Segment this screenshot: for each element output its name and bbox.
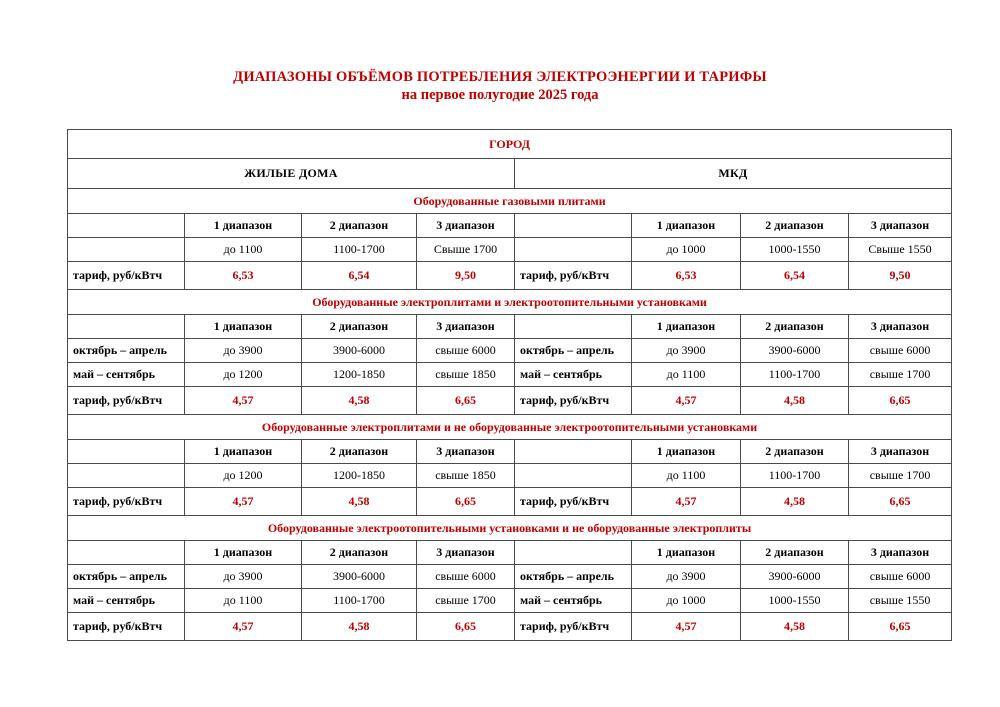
- range-value: до 1200: [185, 464, 302, 488]
- range-value: 1100-1700: [741, 464, 849, 488]
- tariff-row: [68, 613, 952, 641]
- range-value: до 1100: [632, 363, 741, 387]
- section-title: Оборудованные электроплитами и электроотопительными установками: [68, 290, 952, 315]
- range-value: свыше 1850: [417, 363, 515, 387]
- season-oct-apr-row: [68, 339, 952, 363]
- season-may-sep-row: [68, 589, 952, 613]
- range-header: 1 диапазон: [632, 541, 741, 565]
- empty-cell: [515, 440, 632, 464]
- range-value: 1100-1700: [741, 363, 849, 387]
- city-header: ГОРОД: [68, 130, 952, 159]
- tariff-value: 6,54: [741, 262, 849, 290]
- tariff-value: 6,65: [417, 613, 515, 641]
- range-value: 1200-1850: [302, 464, 417, 488]
- tariff-value: 4,58: [741, 387, 849, 415]
- range-value: до 1100: [632, 464, 741, 488]
- tariff-label: тариф, руб/кВтч: [515, 488, 632, 516]
- range-value: до 3900: [185, 565, 302, 589]
- range-header: 1 диапазон: [185, 214, 302, 238]
- tariff-value: 4,57: [185, 488, 302, 516]
- tariff-value: 6,53: [185, 262, 302, 290]
- tariff-label: тариф, руб/кВтч: [515, 262, 632, 290]
- range-header-row: [68, 541, 952, 565]
- season-oct-apr-label: октябрь – апрель: [515, 565, 632, 589]
- range-value: Свыше 1550: [849, 238, 952, 262]
- tariff-row: [68, 262, 952, 290]
- section-title: Оборудованные электроотопительными установками и не оборудованные электроплиты: [68, 516, 952, 541]
- range-value: 1000-1550: [741, 238, 849, 262]
- tariff-value: 6,65: [417, 387, 515, 415]
- range-header-row: [68, 440, 952, 464]
- range-header: 3 диапазон: [417, 214, 515, 238]
- tariff-value: 4,58: [302, 488, 417, 516]
- range-value: до 1000: [632, 238, 741, 262]
- range-value: свыше 1550: [849, 589, 952, 613]
- empty-cell: [515, 315, 632, 339]
- range-header: 2 диапазон: [302, 214, 417, 238]
- tariff-value: 4,58: [741, 488, 849, 516]
- season-may-sep-row: [68, 363, 952, 387]
- empty-cell: [68, 464, 185, 488]
- tariff-value: 4,57: [632, 387, 741, 415]
- range-value: 1000-1550: [741, 589, 849, 613]
- section-title: Оборудованные газовыми плитами: [68, 189, 952, 214]
- tariff-value: 6,65: [849, 488, 952, 516]
- tariff-value: 6,65: [417, 488, 515, 516]
- range-value: до 1000: [632, 589, 741, 613]
- range-value: 1100-1700: [302, 589, 417, 613]
- tariff-value: 4,58: [302, 387, 417, 415]
- range-header: 2 диапазон: [741, 315, 849, 339]
- tariff-label: тариф, руб/кВтч: [68, 387, 185, 415]
- section-title-row: [68, 516, 952, 541]
- range-header-row: [68, 315, 952, 339]
- empty-cell: [68, 238, 185, 262]
- range-header: 2 диапазон: [302, 541, 417, 565]
- tariff-label: тариф, руб/кВтч: [68, 613, 185, 641]
- tariff-value: 4,57: [632, 488, 741, 516]
- range-header: 3 диапазон: [849, 214, 952, 238]
- tariff-label: тариф, руб/кВтч: [515, 387, 632, 415]
- range-value: свыше 6000: [417, 565, 515, 589]
- range-header: 1 диапазон: [185, 440, 302, 464]
- range-header: 3 диапазон: [417, 440, 515, 464]
- season-oct-apr-row: [68, 565, 952, 589]
- range-value: свыше 1700: [849, 464, 952, 488]
- section-title-row: [68, 290, 952, 315]
- range-value: до 1100: [185, 589, 302, 613]
- range-header: 1 диапазон: [632, 214, 741, 238]
- range-header: 3 диапазон: [417, 541, 515, 565]
- season-oct-apr-label: октябрь – апрель: [68, 339, 185, 363]
- range-value: 3900-6000: [302, 339, 417, 363]
- empty-cell: [68, 440, 185, 464]
- tariff-value: 4,57: [185, 613, 302, 641]
- range-value: 1200-1850: [302, 363, 417, 387]
- range-value: свыше 6000: [417, 339, 515, 363]
- range-value: до 3900: [632, 339, 741, 363]
- group-header-mkd: МКД: [515, 159, 952, 189]
- tariff-value: 6,65: [849, 387, 952, 415]
- range-row: [68, 238, 952, 262]
- range-value: свыше 6000: [849, 339, 952, 363]
- empty-cell: [515, 238, 632, 262]
- tariff-label: тариф, руб/кВтч: [68, 488, 185, 516]
- section-title-row: [68, 189, 952, 214]
- document-subtitle: на первое полугодие 2025 года: [401, 87, 599, 103]
- tariff-label: тариф, руб/кВтч: [515, 613, 632, 641]
- tariff-value: 4,58: [302, 613, 417, 641]
- range-value: до 1200: [185, 363, 302, 387]
- range-header: 3 диапазон: [849, 541, 952, 565]
- season-may-sep-label: май – сентябрь: [68, 589, 185, 613]
- season-oct-apr-label: октябрь – апрель: [515, 339, 632, 363]
- tariff-value: 9,50: [849, 262, 952, 290]
- tariff-value: 6,53: [632, 262, 741, 290]
- range-value: до 3900: [632, 565, 741, 589]
- range-header: 1 диапазон: [185, 315, 302, 339]
- range-value: свыше 6000: [849, 565, 952, 589]
- range-header: 3 диапазон: [417, 315, 515, 339]
- range-value: 1100-1700: [302, 238, 417, 262]
- range-header: 2 диапазон: [741, 440, 849, 464]
- empty-cell: [68, 315, 185, 339]
- group-header-houses: ЖИЛЫЕ ДОМА: [68, 159, 515, 189]
- document-title: ДИАПАЗОНЫ ОБЪЁМОВ ПОТРЕБЛЕНИЯ ЭЛЕКТРОЭНЕРГИИ И ТАРИФЫ: [233, 69, 767, 85]
- range-header: 2 диапазон: [302, 315, 417, 339]
- range-header: 2 диапазон: [741, 541, 849, 565]
- tariff-value: 4,58: [741, 613, 849, 641]
- tariff-value: 4,57: [185, 387, 302, 415]
- document-header: [0, 68, 1000, 104]
- tariff-table: [67, 129, 952, 641]
- empty-cell: [515, 214, 632, 238]
- tariff-value: 6,54: [302, 262, 417, 290]
- empty-cell: [68, 541, 185, 565]
- tariff-row: [68, 488, 952, 516]
- season-oct-apr-label: октябрь – апрель: [68, 565, 185, 589]
- range-header: 3 диапазон: [849, 440, 952, 464]
- empty-cell: [515, 464, 632, 488]
- tariff-value: 9,50: [417, 262, 515, 290]
- range-value: 3900-6000: [741, 339, 849, 363]
- range-value: Свыше 1700: [417, 238, 515, 262]
- range-value: 3900-6000: [302, 565, 417, 589]
- range-value: свыше 1700: [849, 363, 952, 387]
- tariff-row: [68, 387, 952, 415]
- season-may-sep-label: май – сентябрь: [68, 363, 185, 387]
- range-header: 1 диапазон: [632, 315, 741, 339]
- range-value: свыше 1700: [417, 589, 515, 613]
- range-header: 1 диапазон: [185, 541, 302, 565]
- section-title-row: [68, 415, 952, 440]
- range-value: до 1100: [185, 238, 302, 262]
- range-header: 3 диапазон: [849, 315, 952, 339]
- season-may-sep-label: май – сентябрь: [515, 363, 632, 387]
- section-title: Оборудованные электроплитами и не оборудованные электроотопительными установками: [68, 415, 952, 440]
- range-header: 1 диапазон: [632, 440, 741, 464]
- range-value: свыше 1850: [417, 464, 515, 488]
- tariff-value: 6,65: [849, 613, 952, 641]
- empty-cell: [68, 214, 185, 238]
- range-header-row: [68, 214, 952, 238]
- range-value: до 3900: [185, 339, 302, 363]
- range-value: 3900-6000: [741, 565, 849, 589]
- tariff-label: тариф, руб/кВтч: [68, 262, 185, 290]
- empty-cell: [515, 541, 632, 565]
- range-header: 2 диапазон: [741, 214, 849, 238]
- tariff-value: 4,57: [632, 613, 741, 641]
- season-may-sep-label: май – сентябрь: [515, 589, 632, 613]
- range-row: [68, 464, 952, 488]
- range-header: 2 диапазон: [302, 440, 417, 464]
